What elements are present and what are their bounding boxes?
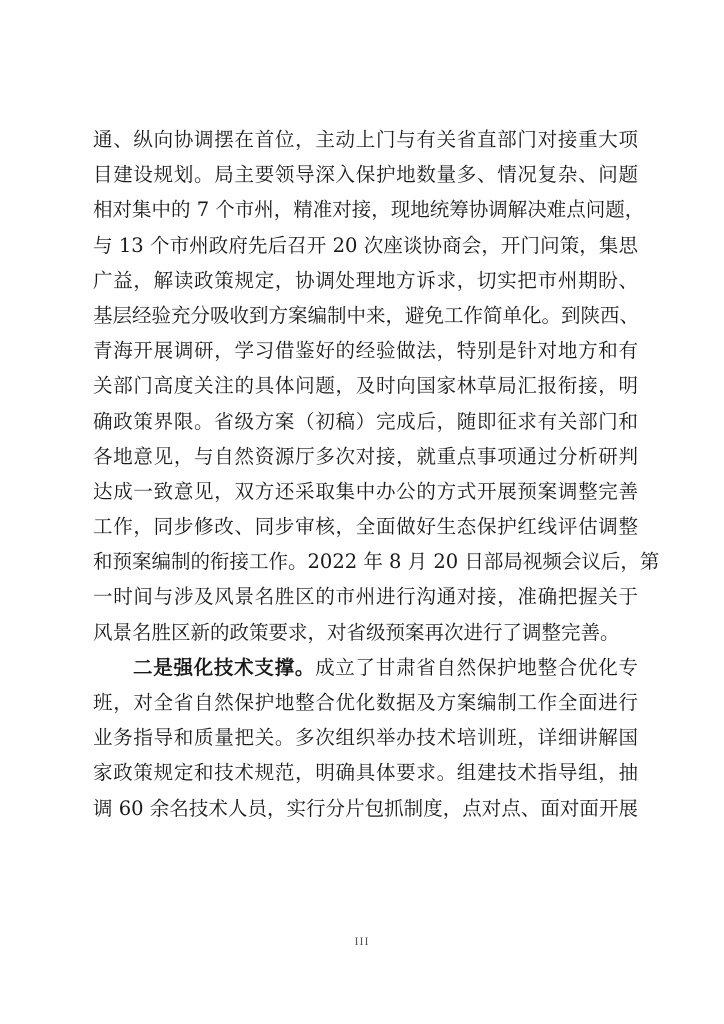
text-line: 基层经验充分吸收到方案编制中来，避免工作简单化。到陕西、 (93, 303, 640, 327)
text-line: 家政策规定和技术规范，明确具体要求。组建技术指导组，抽 (93, 761, 638, 785)
text-line: 一时间与涉及风景名胜区的市州进行沟通对接，准确把握关于 (93, 585, 638, 609)
text-line: 确政策界限。省级方案（初稿）完成后，随即征求有关部门和 (93, 409, 638, 433)
text-line: 相对集中的 7 个市州，精准对接，现地统筹协调解决难点问题， (93, 198, 645, 222)
text-line: 调 60 余名技术人员，实行分片包抓制度，点对点、面对面开展 (93, 796, 638, 820)
text-line: 关部门高度关注的具体问题，及时向国家林草局汇报衔接，明 (93, 374, 638, 398)
text-line: 广益，解读政策规定，协调处理地方诉求，切实把市州期盼、 (93, 268, 638, 292)
paragraph-2 (93, 650, 638, 826)
text-line: 达成一致意见，双方还采取集中办公的方式开展预案调整完善 (93, 479, 638, 503)
text-line: 通、纵向协调摆在首位，主动上门与有关省直部门对接重大项 (93, 128, 638, 151)
paragraph-1 (93, 122, 660, 650)
text-run: 成立了甘肃省自然保护地整合优化专 (315, 655, 638, 679)
text-line: 风景名胜区新的政策要求，对省级预案再次进行了调整完善。 (93, 620, 620, 644)
text-line: 业务指导和质量把关。多次组织举办技术培训班，详细讲解国 (93, 726, 638, 750)
text-line: 与 13 个市州政府先后召开 20 次座谈协商会，开门问策，集思 (93, 233, 638, 257)
paragraph-heading: 二是强化技术支撑。 (133, 655, 316, 679)
text-line-first (93, 650, 638, 685)
text-line: 班，对全省自然保护地整合优化数据及方案编制工作全面进行 (93, 691, 638, 714)
page-number: III (354, 934, 370, 948)
body-text (93, 122, 660, 826)
text-line: 工作，同步修改、同步审核，全面做好生态保护红线评估调整 (93, 515, 638, 539)
text-line: 和预案编制的衔接工作。2022 年 8 月 20 日部局视频会议后，第 (93, 550, 660, 574)
text-line: 各地意见，与自然资源厅多次对接，就重点事项通过分析研判 (93, 444, 638, 468)
text-line: 青海开展调研，学习借鉴好的经验做法，特别是针对地方和有 (93, 339, 638, 363)
text-line: 目建设规划。局主要领导深入保护地数量多、情况复杂、问题 (93, 163, 638, 187)
